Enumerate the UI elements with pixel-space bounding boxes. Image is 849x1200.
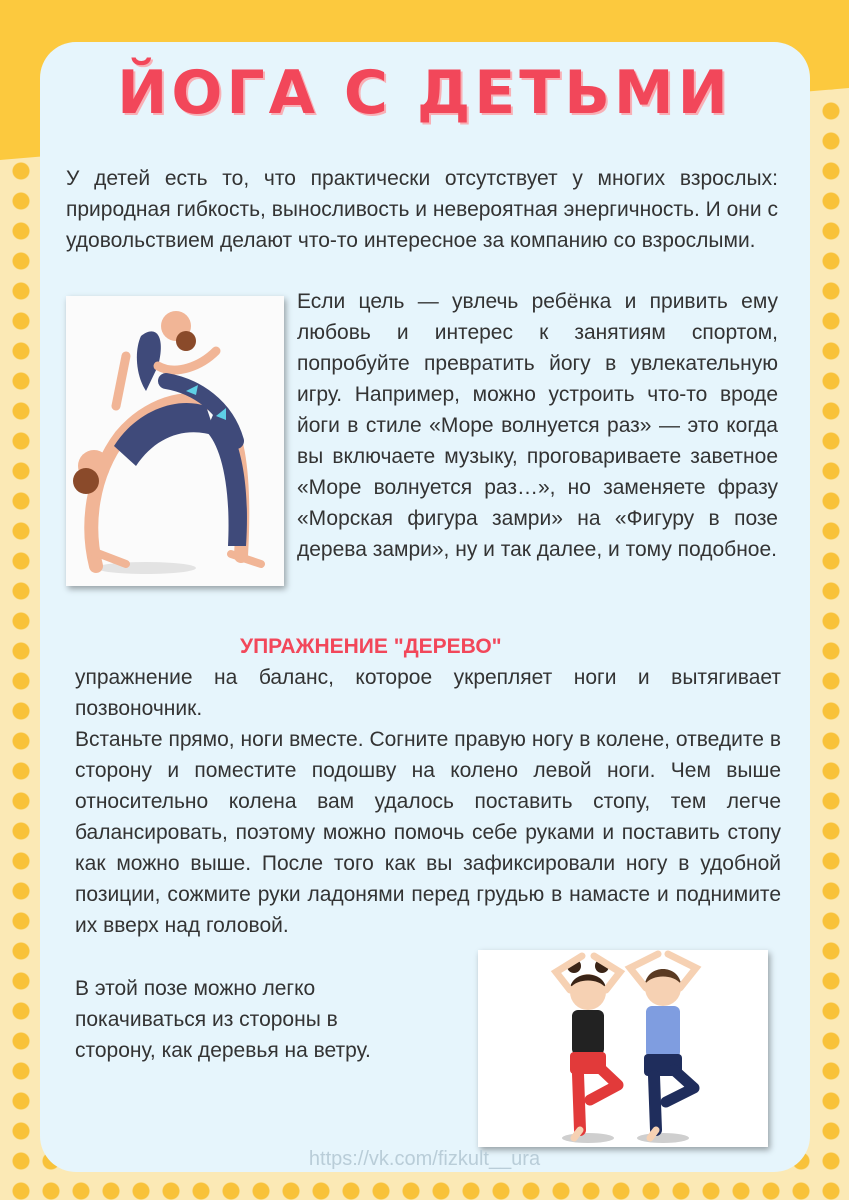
sway-paragraph: В этой позе можно легко покачиваться из стороны в сторону, как деревья на ветру. [75, 977, 371, 1062]
game-paragraph: Если цель — увлечь ребёнка и привить ему любовь и интерес к занятиям спортом, попробуйте превратить йогу в увлекательную игру. Например, можно устроить что-то вроде йоги в стиле «Море волнуется раз» — это когда вы включаете музыку, проговариваете заветное «Море волнуется раз…», но заменяете фразу «Морская фигура замри» на «Фигуру в позе дерева замри», ну и так далее, и тому подобное. [297, 290, 778, 561]
backbend-yoga-illustration [66, 296, 284, 586]
exercise-heading: УПРАЖНЕНИЕ "ДЕРЕВО" [240, 635, 502, 658]
page-title: ЙОГА С ДЕТЬМИ [117, 58, 732, 128]
intro-paragraph: У детей есть то, что практически отсутствует у многих взрослых: природная гибкость, выносливость и невероятная энергичность. И они с удовольствием делают что-то интересное за компанию со взрослыми. [66, 167, 778, 252]
footer-url[interactable]: https://vk.com/fizkult__ura [308, 1148, 541, 1170]
tree-pose-kids-illustration [478, 950, 768, 1147]
exercise-text: упражнение на баланс, которое укрепляет ноги и вытягивает позвоночник. Встаньте прямо, ноги вместе. Согните правую ногу в колене, отведите в сторону и поместите подошву на колено левой ноги. Чем выше относительно колена вам удалось поставить стопу, тем легче балансировать, поэтому можно помочь себе руками и поставить стопу как можно выше. После того как вы зафиксировали ногу в удобной позиции, сожмите руки ладонями перед грудью в намасте и поднимите их вверх над головой. [75, 666, 781, 937]
exercise-paragraph [75, 662, 781, 941]
